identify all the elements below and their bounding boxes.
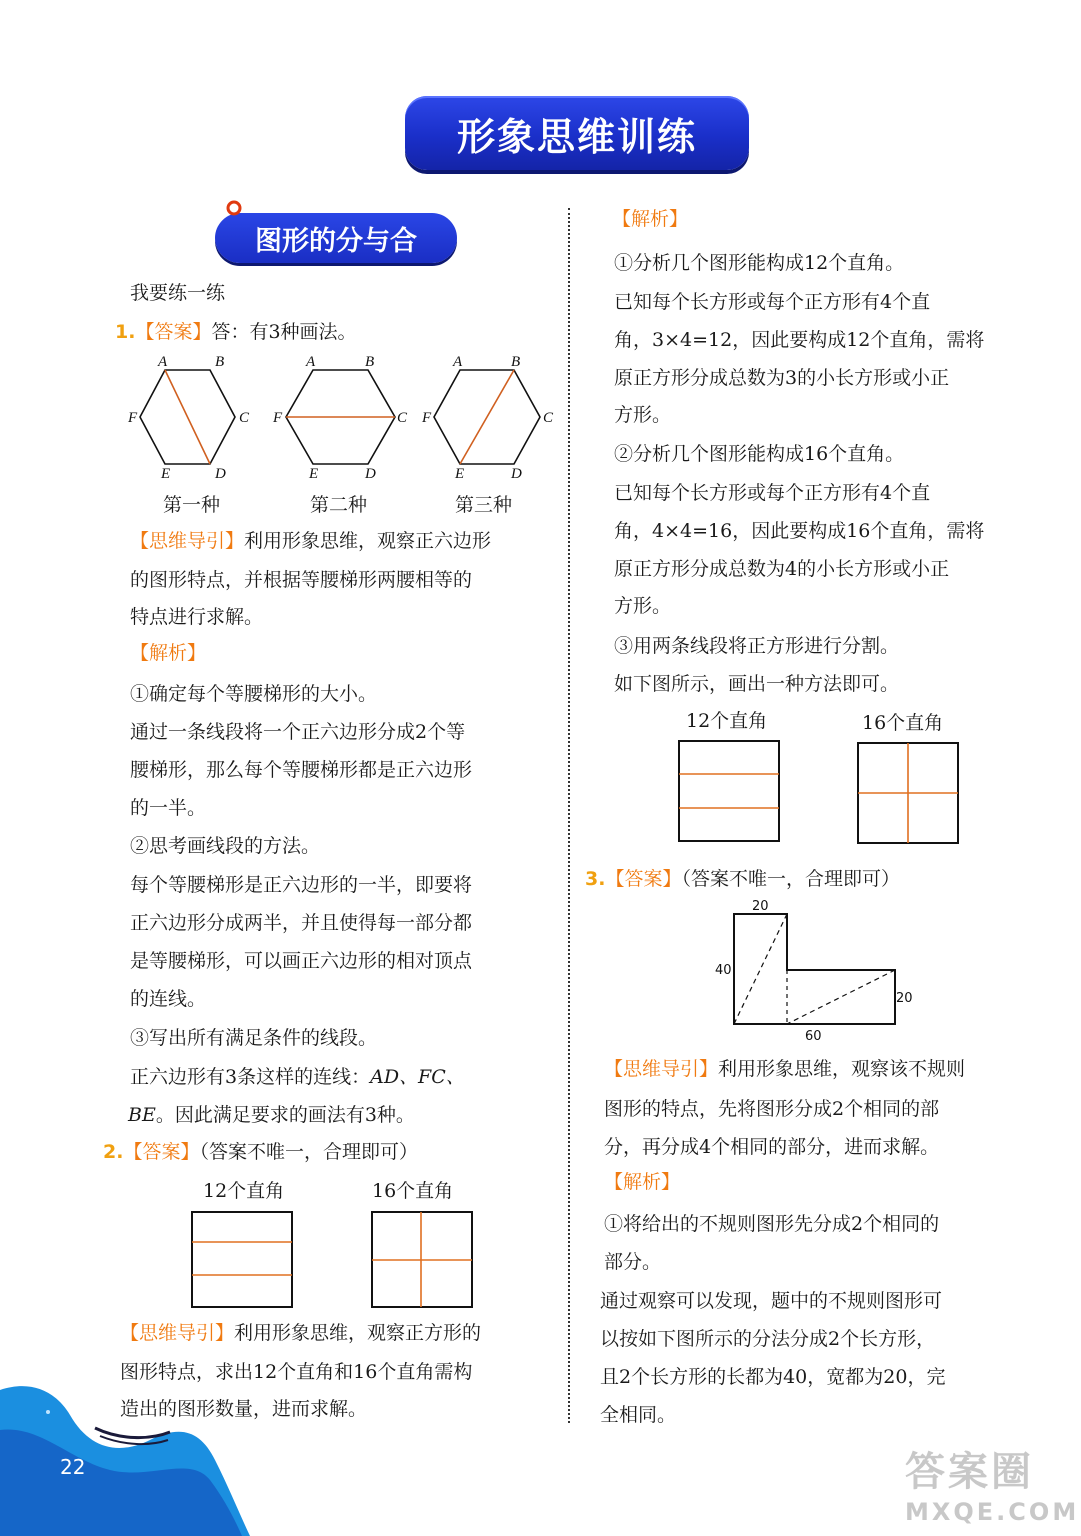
right-analysis-line: 角，4×4=16，因此要构成16个直角，需将 xyxy=(614,520,985,542)
q2-number: 2. xyxy=(103,1141,124,1163)
watermark-url: MXQE.COM xyxy=(905,1498,1080,1526)
q1-answer-line xyxy=(115,313,357,351)
column-divider xyxy=(568,208,570,1423)
hex3-label-f: F xyxy=(422,410,432,426)
q1-guide-tag: 【思维导引】 xyxy=(130,530,245,552)
dim-top: 20 xyxy=(752,899,769,914)
q1-analysis-line: 通过一条线段将一个正六边形分成2个等 xyxy=(130,721,466,743)
cut-line-be xyxy=(460,370,514,464)
q2-guide-line-2: 图形特点，求出12个直角和16个直角需构 xyxy=(120,1361,473,1383)
right-analysis-line: 已知每个长方形或每个正方形有4个直 xyxy=(614,482,931,504)
right-caption-16: 16个直角 xyxy=(862,712,944,734)
corner-wave-decoration xyxy=(0,1370,260,1536)
right-analysis-line: 原正方形分成总数为4的小长方形或小正 xyxy=(614,558,950,580)
hex1-label-e: E xyxy=(161,466,171,482)
right-analysis-line: ③用两条线段将正方形进行分割。 xyxy=(614,635,900,657)
hex3-label-d: D xyxy=(511,466,522,482)
q1-guide-line-3: 特点进行求解。 xyxy=(130,606,264,628)
q3-answer-text: （答案不唯一，合理即可） xyxy=(681,868,900,890)
q3-answer-line xyxy=(585,860,900,898)
q2-guide-line-3: 造出的图形数量，进而求解。 xyxy=(120,1398,368,1420)
q1-answer-text: 答：有3种画法。 xyxy=(211,321,357,343)
q1-final-text: 正六边形有3条这样的连线： xyxy=(130,1066,371,1088)
right-square-12 xyxy=(676,738,784,844)
q2-square-16 xyxy=(370,1210,480,1310)
q1-analysis-line: 正六边形分成两半，并且使得每一部分都 xyxy=(130,912,473,934)
q1-number: 1. xyxy=(115,321,136,343)
dim-right: 20 xyxy=(896,991,913,1006)
q3-guide-line-2: 图形的特点，先将图形分成2个相同的部 xyxy=(604,1098,940,1120)
right-analysis-line: 原正方形分成总数为3的小长方形或小正 xyxy=(614,367,950,389)
hex1-label-b: B xyxy=(215,354,225,370)
q1-analysis-line: 的一半。 xyxy=(130,797,207,819)
q1-analysis-line: 腰梯形，那么每个等腰梯形都是正六边形 xyxy=(130,759,473,781)
right-square-16 xyxy=(855,740,961,846)
hex1-label-a: A xyxy=(158,354,168,370)
right-analysis-tag: 【解析】 xyxy=(612,208,689,230)
q1-guide-line-2: 的图形特点，并根据等腰梯形两腰相等的 xyxy=(130,569,473,591)
dim-left: 40 xyxy=(715,963,732,978)
hex2-caption: 第二种 xyxy=(310,494,368,516)
hex3-label-b: B xyxy=(511,354,521,370)
q3-analysis-line: 部分。 xyxy=(604,1251,662,1273)
q2-guide-line-1 xyxy=(120,1314,481,1352)
q2-answer-line xyxy=(103,1133,418,1171)
section-title-pill xyxy=(215,213,457,263)
hex3-label-c: C xyxy=(543,410,554,426)
q3-analysis-line: ①将给出的不规则图形先分成2个相同的 xyxy=(604,1213,940,1235)
q3-guide-tag: 【思维导引】 xyxy=(604,1058,719,1080)
q1-analysis-tag: 【解析】 xyxy=(130,642,207,664)
right-analysis-line: ①分析几个图形能构成12个直角。 xyxy=(614,252,905,274)
q1-final-segments: AD、FC、 xyxy=(370,1066,465,1088)
q1-final-conclusion: 。因此满足要求的画法有3种。 xyxy=(155,1104,415,1126)
q3-number: 3. xyxy=(585,868,606,890)
q1-analysis-line: ②思考画线段的方法。 xyxy=(130,835,321,857)
q1-answer-tag: 【答案】 xyxy=(135,321,212,343)
q3-guide-line-3: 分，再分成4个相同的部分，进而求解。 xyxy=(604,1136,940,1158)
q2-guide-tag: 【思维导引】 xyxy=(120,1322,235,1344)
cut-line-ad xyxy=(165,370,210,464)
right-analysis-line: ②分析几个图形能构成16个直角。 xyxy=(614,443,905,465)
q1-final-segment-be: BE xyxy=(128,1104,156,1126)
q1-final-line-1 xyxy=(130,1058,465,1096)
q2-answer-text: （答案不唯一，合理即可） xyxy=(199,1141,418,1163)
hex1-label-d: D xyxy=(215,466,226,482)
hex1-label-f: F xyxy=(128,410,138,426)
right-caption-12: 12个直角 xyxy=(686,710,768,732)
q1-final-line-2 xyxy=(128,1096,415,1134)
q3-analysis-line: 以按如下图所示的分法分成2个长方形， xyxy=(600,1328,936,1350)
hex1-label-c: C xyxy=(239,410,250,426)
page-title-banner xyxy=(405,96,749,170)
q3-guide-text-1: 利用形象思维，观察该不规则 xyxy=(718,1058,966,1080)
hex1-caption: 第一种 xyxy=(163,494,221,516)
q2-caption-16: 16个直角 xyxy=(372,1180,454,1202)
hex2-label-c: C xyxy=(397,410,408,426)
swirl-icon xyxy=(225,199,243,217)
q3-analysis-tag: 【解析】 xyxy=(604,1171,681,1193)
q1-analysis-line: ①确定每个等腰梯形的大小。 xyxy=(130,683,378,705)
hex2-label-b: B xyxy=(365,354,375,370)
page-title: 形象思维训练 xyxy=(456,114,697,159)
q3-analysis-line: 全相同。 xyxy=(600,1404,677,1426)
q3-analysis-line: 且2个长方形的长都为40，宽都为20，完 xyxy=(600,1366,946,1388)
q3-analysis-line: 通过观察可以发现，题中的不规则图形可 xyxy=(600,1290,943,1312)
hex2-label-a: A xyxy=(306,354,316,370)
watermark-logo: 答案圈 xyxy=(905,1449,1034,1495)
section-title: 图形的分与合 xyxy=(255,225,417,257)
hex3-label-a: A xyxy=(453,354,463,370)
q1-analysis-line: ③写出所有满足条件的线段。 xyxy=(130,1027,378,1049)
right-analysis-line: 已知每个长方形或每个正方形有4个直 xyxy=(614,291,931,313)
q1-guide-text-1: 利用形象思维，观察正六边形 xyxy=(244,530,492,552)
right-analysis-line: 角，3×4=12，因此要构成12个直角，需将 xyxy=(614,329,985,351)
q3-l-shape-figure xyxy=(710,898,920,1044)
hex3-label-e: E xyxy=(455,466,465,482)
q3-guide-line-1 xyxy=(604,1050,965,1088)
q1-guide-line-1 xyxy=(130,522,491,560)
q2-answer-tag: 【答案】 xyxy=(123,1141,200,1163)
hex2-label-f: F xyxy=(273,410,283,426)
hex3-caption: 第三种 xyxy=(455,494,513,516)
q1-analysis-line: 是等腰梯形，可以画正六边形的相对顶点 xyxy=(130,950,473,972)
hex2-label-d: D xyxy=(365,466,376,482)
right-analysis-line: 方形。 xyxy=(614,404,672,426)
dim-bottom: 60 xyxy=(805,1029,822,1044)
q3-answer-tag: 【答案】 xyxy=(605,868,682,890)
q1-analysis-line: 每个等腰梯形是正六边形的一半，即要将 xyxy=(130,874,473,896)
right-analysis-line: 方形。 xyxy=(614,595,672,617)
right-analysis-line: 如下图所示，画出一种方法即可。 xyxy=(614,673,900,695)
page-number: 22 xyxy=(60,1455,86,1479)
q2-square-12 xyxy=(190,1210,300,1310)
q2-caption-12: 12个直角 xyxy=(203,1180,285,1202)
q1-analysis-line: 的连线。 xyxy=(130,988,207,1010)
practice-heading: 我要练一练 xyxy=(130,282,226,304)
q2-guide-text-1: 利用形象思维，观察正方形的 xyxy=(234,1322,482,1344)
hex2-label-e: E xyxy=(309,466,319,482)
